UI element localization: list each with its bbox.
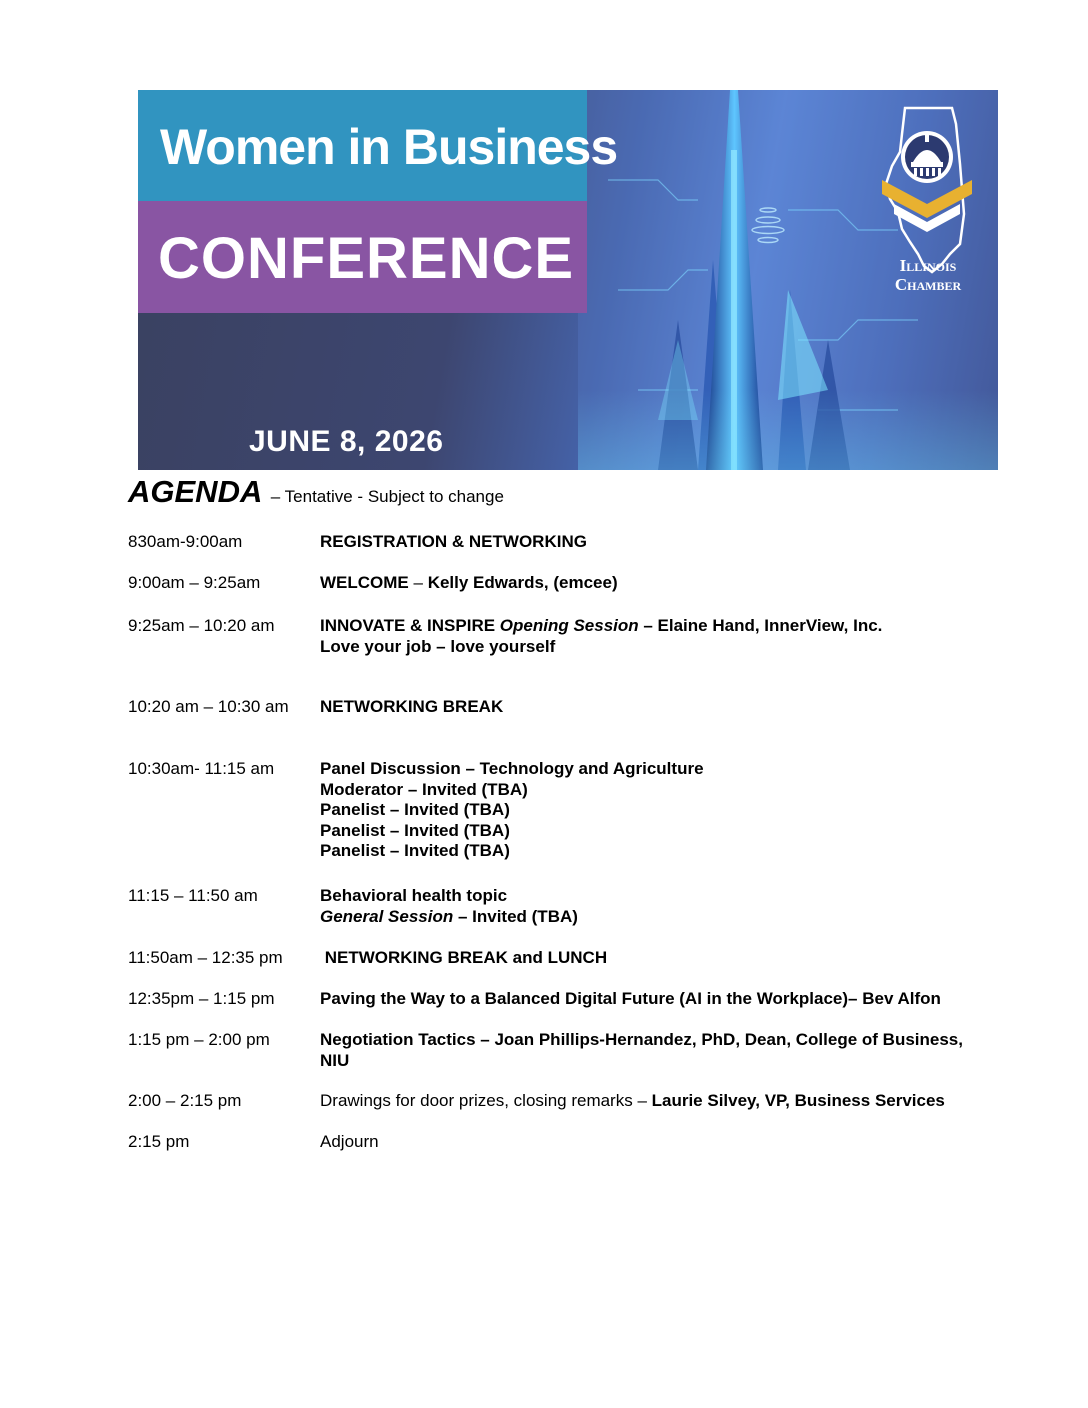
agenda-item-title: Drawings for door prizes, closing remarks – [320, 1091, 652, 1110]
agenda-item-desc [320, 616, 1010, 657]
agenda-item-time: 1:15 pm – 2:00 pm [128, 1030, 270, 1049]
agenda-item-speaker: Kelly Edwards, (emcee) [427, 573, 618, 592]
agenda-item-separator: – [413, 573, 428, 592]
agenda-item-time: 12:35pm – 1:15 pm [128, 989, 275, 1008]
agenda-item-title: Behavioral health topic [320, 886, 508, 905]
title-box-blue [138, 90, 618, 201]
agenda-item-time: 9:00am – 9:25am [128, 573, 261, 592]
agenda-item-desc [320, 759, 1010, 862]
agenda-item-title: Paving the Way to a Balanced Digital Future (AI in the Workplace)– Bev Alfon [320, 989, 941, 1008]
banner-title-line2: CONFERENCE [158, 226, 575, 291]
illinois-chamber-logo-text [878, 256, 978, 294]
agenda-item-title: Adjourn [320, 1132, 379, 1151]
agenda-item-moderator: Moderator – Invited (TBA) [320, 779, 528, 799]
agenda-title: AGENDA [128, 474, 263, 509]
agenda-item-title: NETWORKING BREAK and LUNCH [320, 948, 608, 967]
agenda-item-session: General Session [320, 906, 454, 926]
agenda-item-panelist: Panelist – Invited (TBA) [320, 820, 510, 840]
banner-date: JUNE 8, 2026 [249, 425, 444, 458]
agenda-item-time: 2:15 pm [128, 1132, 190, 1151]
agenda-item-title: REGISTRATION & NETWORKING [320, 532, 587, 551]
agenda-item-desc [320, 886, 1010, 927]
agenda-item-title: WELCOME [320, 573, 409, 592]
agenda-item-time: 10:20 am – 10:30 am [128, 697, 289, 716]
agenda-item-time: 830am-9:00am [128, 532, 243, 551]
agenda-item-panelist: Panelist – Invited (TBA) [320, 800, 510, 819]
agenda-item-desc [320, 573, 1010, 594]
agenda-item-time: 9:25am – 10:20 am [128, 616, 275, 635]
conference-banner [138, 90, 998, 470]
agenda-item-title-cont: NIU [320, 1050, 350, 1070]
agenda-item-time: 11:15 – 11:50 am [128, 886, 258, 905]
agenda-item-title: NETWORKING BREAK [320, 697, 504, 716]
agenda-item-desc [320, 1030, 1010, 1071]
agenda-item-desc [320, 1091, 1010, 1112]
agenda-item-time: 11:50am – 12:35 pm [128, 948, 283, 967]
agenda-item-speaker: – Elaine Hand, InnerView, Inc. [638, 616, 883, 635]
title-box-purple [138, 201, 587, 313]
logo-text-line2: Chamber [894, 275, 962, 294]
agenda-heading [128, 474, 504, 510]
agenda-item-subtitle: Love your job – love yourself [320, 636, 556, 656]
logo-text-line1: Illinois [899, 256, 957, 275]
agenda-item-session: Opening Session [499, 616, 639, 635]
agenda-subtitle: – Tentative - Subject to change [270, 487, 504, 506]
banner-title-line1: Women in Business [160, 119, 618, 175]
agenda-item-title: Negotiation Tactics – Joan Phillips-Hernandez, PhD, Dean, College of Business, [320, 1030, 963, 1049]
agenda-item-desc [320, 989, 1010, 1010]
agenda-item-title: INNOVATE & INSPIRE [320, 616, 500, 635]
agenda-item-time: 10:30am- 11:15 am [128, 759, 275, 778]
agenda-item-panelist: Panelist – Invited (TBA) [320, 841, 510, 860]
agenda-item-speaker: Laurie Silvey, VP, Business Services [651, 1091, 945, 1110]
agenda-item-title: Panel Discussion – Technology and Agriculture [320, 759, 704, 778]
agenda-item-time: 2:00 – 2:15 pm [128, 1091, 242, 1110]
agenda-item-speaker: – Invited (TBA) [453, 906, 578, 926]
